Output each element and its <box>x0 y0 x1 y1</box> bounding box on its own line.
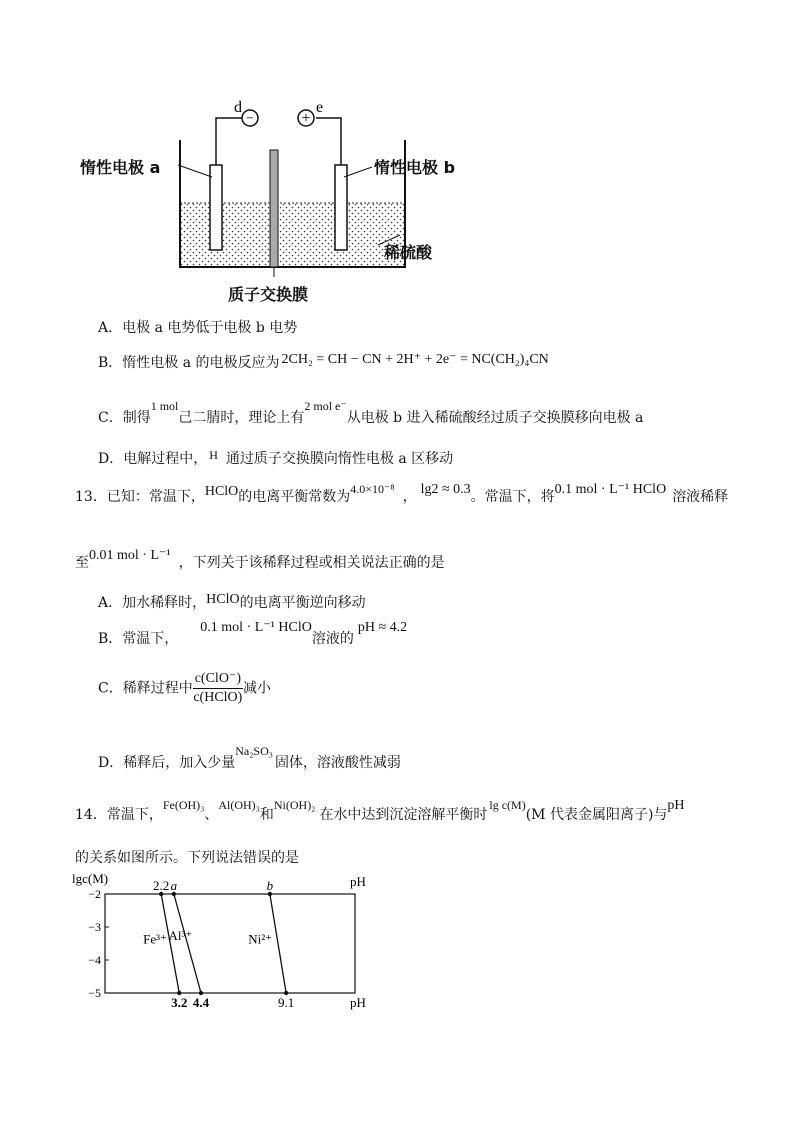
ni2-line <box>270 894 286 993</box>
plus-sign: + <box>301 110 311 127</box>
electrolysis-diagram <box>60 95 480 305</box>
lg2-value: lg2 ≈ 0.3 <box>420 482 471 497</box>
q13-option-d: D．稀释后，加入少量Na₂SO₃固体，溶液酸性减弱 <box>98 744 401 771</box>
y-tick-label: −4 <box>88 953 101 967</box>
electrolyte-label: 稀硫酸 <box>384 243 433 262</box>
label-d: d <box>234 99 242 116</box>
q12-option-b <box>98 354 549 373</box>
option-letter: A． <box>98 595 123 611</box>
electrode-reaction-formula: 2CH₂ = CH − CN + 2H⁺ + 2e⁻ = NC(CH₂)₄CN <box>281 352 549 367</box>
q14-stem-line1: 14．常温下，Fe(OH)₃、Al(OH)₃和Ni(OH)₂在水中达到沉淀溶解平衡时lg c(M)(M 代表金属阳离子)与pH <box>75 798 685 823</box>
final-concentration: 0.01 mol · L⁻¹ <box>89 548 171 563</box>
initial-concentration: 0.1 mol · L⁻¹ HClO <box>554 482 667 497</box>
q13-option-c: C．稀释过程中 $\frac{\text{c(ClO⁻)}}{\text{c(HClO)}}$ 减小 <box>98 671 271 705</box>
ph-value: pH ≈ 4.2 <box>357 620 408 635</box>
option-letter: C． <box>98 410 123 426</box>
top-point-label: b <box>266 878 274 893</box>
q12-option-a <box>98 319 297 337</box>
option-letter: B． <box>98 355 123 371</box>
inert-electrode-a <box>210 165 222 250</box>
option-letter: A． <box>98 320 123 336</box>
q13-option-a: A．加水稀释时，HClO的电离平衡逆向移动 <box>98 592 366 611</box>
solubility-chart <box>70 868 390 1016</box>
series-label: Ni²⁺ <box>248 931 272 947</box>
y-tick-label: −3 <box>88 920 101 934</box>
q12-option-d: D．电解过程中， H 通过质子交换膜向惰性电极 a 区移动 <box>98 448 454 467</box>
electrode-a-label: 惰性电极 a <box>80 158 161 177</box>
proton-exchange-membrane <box>270 150 278 267</box>
bottom-point-label: 3.2 <box>171 995 188 1010</box>
inert-electrode-b <box>335 165 347 250</box>
series-label: Al³⁺ <box>168 928 193 944</box>
y-tick-label: −2 <box>88 887 101 901</box>
question-number: 14． <box>75 807 107 823</box>
q13-stem-line2: 至0.01 mol · L⁻¹ ，下列关于该稀释过程或相关说法正确的是 <box>75 548 445 571</box>
y-tick-label: −5 <box>88 986 101 1000</box>
x-axis-label-bottom: pH <box>350 995 366 1010</box>
q12-option-c: C．制得1 mol己二腈时，理论上有2 mol e⁻从电极 b 进入稀硫酸经过质子交换膜移向电极 a <box>98 399 644 426</box>
bottom-point-label: 9.1 <box>278 995 295 1010</box>
ratio-denominator: c(HClO) <box>193 690 243 705</box>
membrane-label: 质子交换膜 <box>228 285 309 304</box>
top-point-label: 2.2 <box>153 878 170 893</box>
series-label: Fe³⁺ <box>143 931 167 947</box>
hydrogen-ion: H <box>209 448 218 462</box>
option-text: 电极 a 电势低于电极 b 电势 <box>122 320 298 336</box>
option-letter: D． <box>98 451 124 467</box>
bottom-point-label: 4.4 <box>192 995 210 1010</box>
y-axis-label: lgc(M) <box>72 871 109 886</box>
electrode-b-label: 惰性电极 b <box>374 158 456 177</box>
option-letter: C． <box>98 680 123 697</box>
q13-stem-line1: 13．已知：常温下，HClO的电离平衡常数为4.0×10⁻⁸ ， lg2 ≈ 0.3。常温下，将0.1 mol · L⁻¹ HClO 溶液稀释 <box>75 482 729 505</box>
q14-stem-line2: 的关系如图所示。下列说法错误的是 <box>75 850 299 866</box>
x-axis-label-top: pH <box>350 874 366 889</box>
option-letter: D． <box>98 755 124 771</box>
ionization-constant: 4.0×10⁻⁸ <box>350 482 395 496</box>
minus-sign: − <box>246 111 254 127</box>
amount-2mol-electrons: 2 mol e⁻ <box>304 399 347 413</box>
al3-line <box>174 894 201 993</box>
sodium-sulfite: Na₂SO₃ <box>235 744 273 758</box>
option-text: 惰性电极 a 的电极反应为 <box>122 355 280 371</box>
concentration-ratio <box>193 670 243 707</box>
amount-1mol: 1 mol <box>150 399 179 413</box>
option-letter: B． <box>98 631 123 647</box>
top-point-label: a <box>170 878 178 893</box>
q13-option-b: B．常温下，0.1 mol · L⁻¹ HClO溶液的pH ≈ 4.2 <box>98 620 408 647</box>
label-e: e <box>316 99 324 116</box>
ratio-numerator: c(ClO⁻) <box>193 670 243 689</box>
question-number: 13． <box>75 489 107 505</box>
